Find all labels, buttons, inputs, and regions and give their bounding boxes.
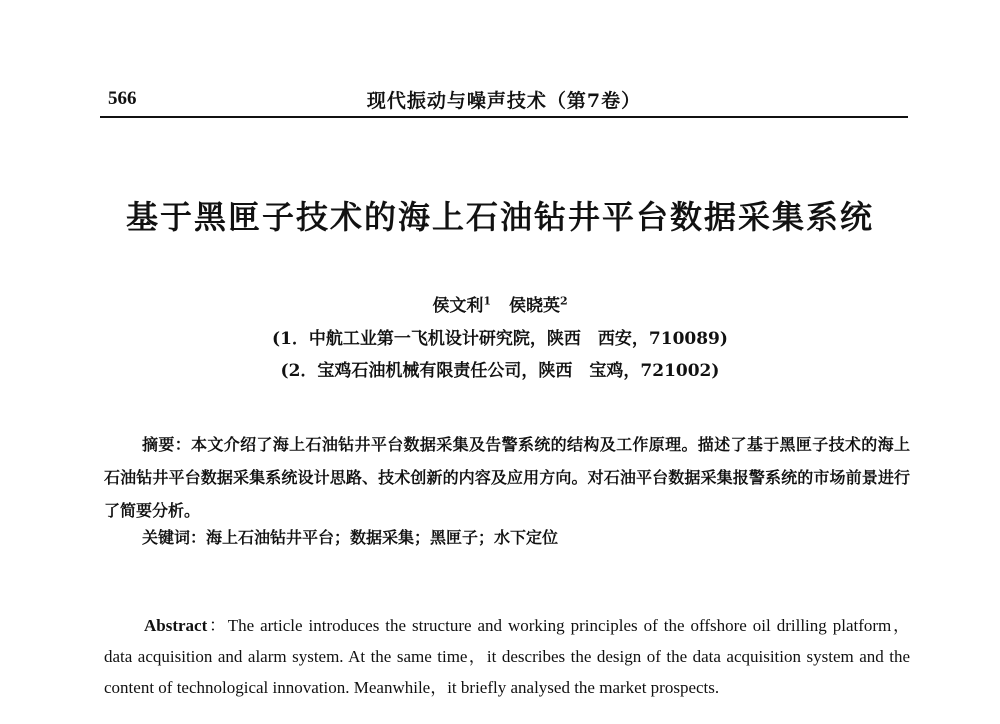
page-number: 566 — [108, 88, 137, 109]
author-name: 侯文利 — [432, 296, 484, 316]
abstract-en-label: Abstract — [144, 616, 208, 635]
affiliation: (1．中航工业第一飞机设计研究院，陕西 西安，710089) — [272, 329, 728, 349]
paper-title: 基于黑匣子技术的海上石油钻井平台数据采集系统 — [125, 198, 874, 236]
abstract-en-text: ：The article introduces the structure and working principles of the offshore oil drilling platform，data acquisition and alarm system. At the same time，it describes the design of the data acquisition system and the content of technological innovation. Meanwhile，it briefly analysed the market prospects. — [104, 616, 910, 697]
page-header — [100, 82, 908, 118]
abstract-en — [104, 610, 910, 703]
keywords-cn — [104, 521, 910, 554]
keywords-cn-label: 关键词： — [142, 528, 207, 547]
author-name: 侯晓英 — [509, 296, 560, 316]
abstract-cn — [104, 428, 910, 527]
authors — [0, 291, 1000, 316]
running-title: 现代振动与噪声技术（第7卷） — [366, 90, 642, 112]
affiliation: (2．宝鸡石油机械有限责任公司，陕西 宝鸡，721002) — [280, 361, 720, 381]
author-mark: 2 — [560, 294, 568, 308]
author-mark: 1 — [483, 294, 491, 308]
abstract-cn-text: 本文介绍了海上石油钻井平台数据采集及告警系统的结构及工作原理。描述了基于黑匣子技术的海上石油钻井平台数据采集系统设计思路、技术创新的内容及应用方向。对石油平台数据采集报警系统的市场前景进行了简要分析。 — [104, 435, 910, 520]
keywords-cn-text: 海上石油钻井平台；数据采集；黑匣子；水下定位 — [206, 528, 559, 547]
abstract-cn-label: 摘要： — [142, 435, 192, 454]
